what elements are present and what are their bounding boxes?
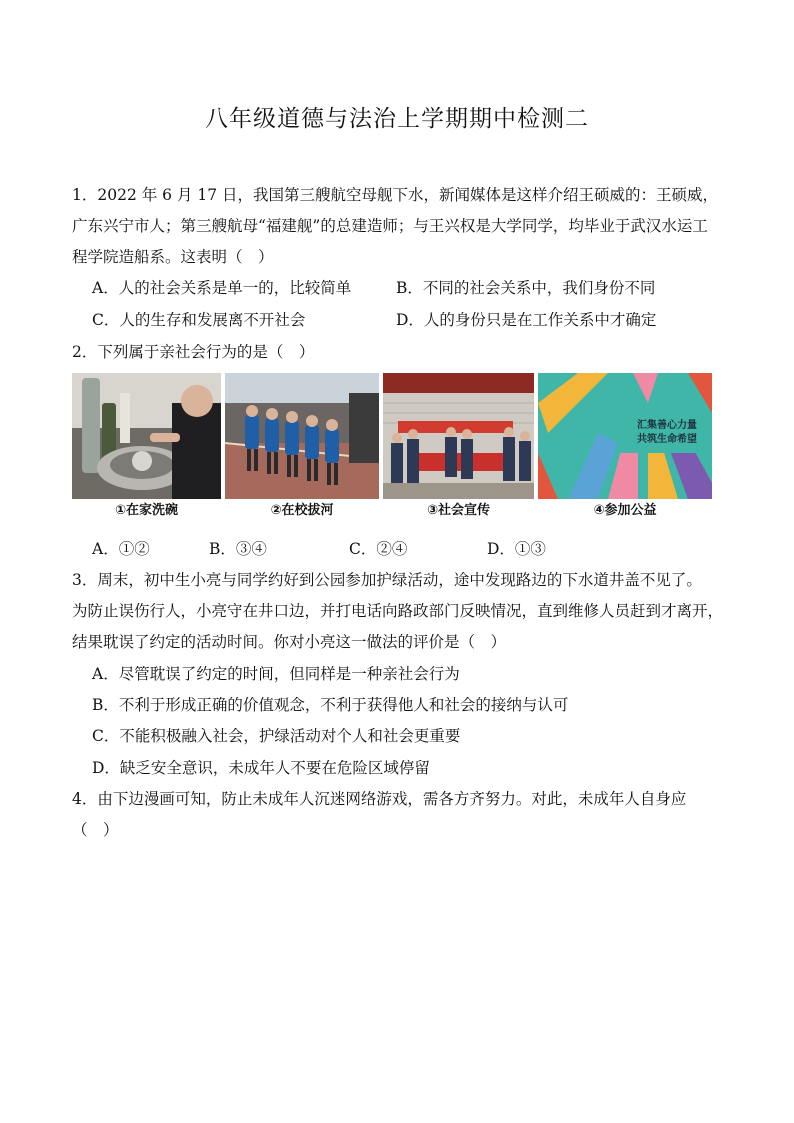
q2-option-b: B．③④: [209, 540, 267, 558]
photo-tug-of-war: [225, 373, 379, 499]
page-title: 八年级道德与法治上学期期中检测二: [205, 106, 589, 132]
q1-option-c: C．人的生存和发展离不开社会: [92, 311, 306, 329]
q1-option-a: A．人的社会关系是单一的，比较简单: [92, 279, 352, 297]
q1-stem-line-1: 1．2022 年 6 月 17 日，我国第三艘航空母舰下水，新闻媒体是这样介绍王硕威的：王硕威，: [72, 186, 719, 204]
photo-washing-dishes: [72, 373, 221, 499]
q3-option-d: D．缺乏安全意识，未成年人不要在危险区域停留: [92, 759, 430, 777]
q2-option-d: D．①③: [487, 540, 546, 558]
q1-option-d: D．人的身份只是在工作关系中才确定: [396, 311, 657, 329]
photo-public-welfare-poster: [538, 373, 712, 499]
q2-stem: 2．下列属于亲社会行为的是（ ）: [72, 343, 315, 361]
caption-social-publicity: ③社会宣传: [426, 503, 490, 518]
q2-option-c: C．②④: [349, 540, 408, 558]
poster-slogan-line-1: 汇集善心力量: [637, 420, 697, 431]
q3-option-a: A．尽管耽误了约定的时间，但同样是一种亲社会行为: [92, 665, 460, 683]
q2-option-a: A．①②: [92, 540, 150, 558]
q3-stem-line-1: 3．周末，初中生小亮与同学约好到公园参加护绿活动，途中发现路边的下水道井盖不见了。: [72, 571, 702, 589]
q1-stem-line-3: 程学院造船系。这表明（ ）: [72, 248, 274, 266]
q3-stem-line-2: 为防止误伤行人，小亮守在井口边，并打电话向路政部门反映情况，直到维修人员赶到才离开，: [72, 602, 724, 620]
q3-stem-line-3: 结果耽误了约定的活动时间。你对小亮这一做法的评价是（ ）: [72, 633, 507, 651]
q1-stem-line-2: 广东兴宁市人；第三艘航母“福建舰”的总建造师；与王兴权是大学同学，均毕业于武汉水运工: [72, 217, 708, 235]
q4-stem-line-1: 4．由下边漫画可知，防止未成年人沉迷网络游戏，需各方齐努力。对此，未成年人自身应: [72, 790, 687, 808]
q4-stem-line-2: （ ）: [72, 821, 119, 839]
caption-public-welfare: ④参加公益: [593, 503, 657, 518]
q3-option-b: B．不利于形成正确的价值观念，不利于获得他人和社会的接纳与认可: [92, 696, 569, 714]
caption-washing-dishes: ①在家洗碗: [114, 503, 178, 518]
poster-slogan-line-2: 共筑生命希望: [637, 434, 697, 445]
q3-option-c: C．不能积极融入社会，护绿活动对个人和社会更重要: [92, 727, 461, 745]
caption-tug-of-war: ②在校拔河: [270, 503, 334, 518]
q1-option-b: B．不同的社会关系中，我们身份不同: [396, 279, 656, 297]
photo-social-publicity: [383, 373, 534, 499]
